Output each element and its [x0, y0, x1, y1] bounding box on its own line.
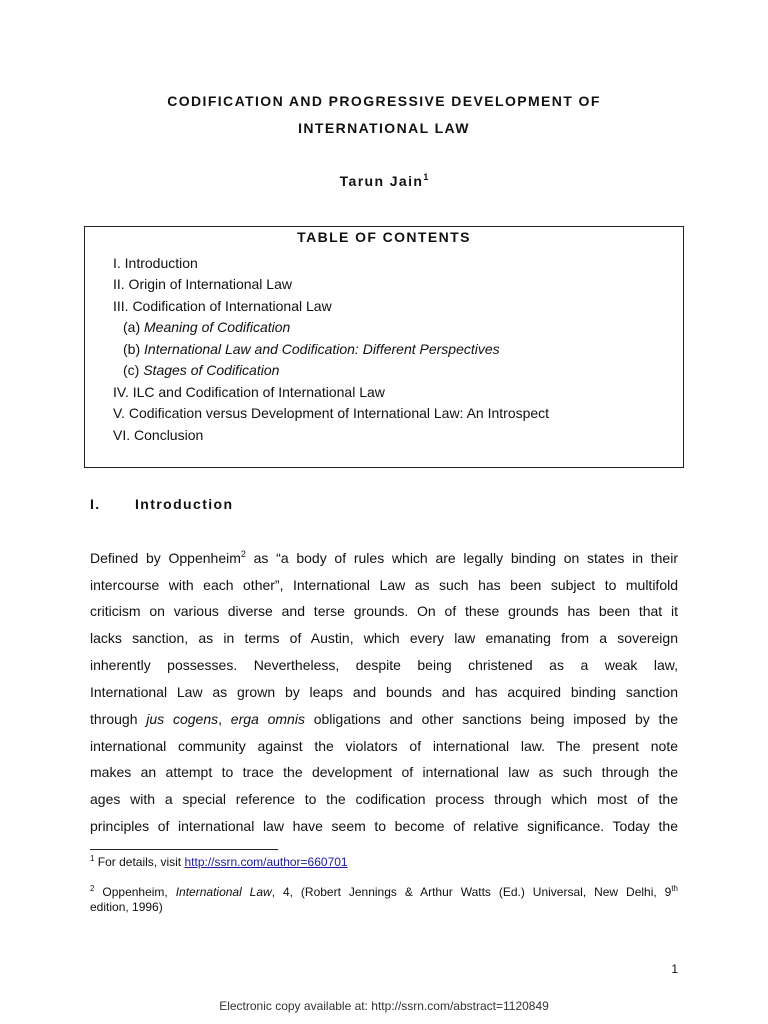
footnote-ref-2[interactable]: 2	[240, 549, 246, 559]
author-name: Tarun Jain	[339, 173, 424, 189]
footnote-2-line-2: edition, 1996)	[90, 900, 163, 914]
author-line	[0, 173, 768, 189]
body-line-9: makes an attempt to trace the development of international law as such through the	[90, 764, 678, 780]
body-line-8: international community against the violators of international law. The present note	[90, 738, 678, 754]
toc-heading: TABLE OF CONTENTS	[297, 229, 471, 245]
footnote-2-line-1: $^2$ Oppenheim, International Law, 4, (Robert Jennings & Arthur Watts (Ed.) Universal, New Delhi, 9th	[90, 884, 678, 899]
table-of-contents-box	[84, 226, 684, 468]
section-number: I.	[90, 496, 101, 512]
toc-subitem-perspectives[interactable]: (b) International Law and Codification: Different Perspectives	[123, 341, 500, 357]
footnote-separator	[90, 849, 278, 850]
section-heading	[90, 496, 233, 512]
toc-item-origin[interactable]: II. Origin of International Law	[113, 276, 292, 292]
body-line-7: through jus cogens, erga omnis obligations and other sanctions being imposed by the	[90, 711, 679, 727]
body-line-10: ages with a special reference to the codification process through which most of the	[90, 791, 678, 807]
toc-item-introduction[interactable]: I. Introduction	[113, 255, 198, 271]
body-line-11: principles of international law have seem to become of relative significance. Today the	[90, 818, 678, 834]
toc-subitem-stages[interactable]: (c) Stages of Codification	[123, 362, 280, 378]
paper-title-line-2: INTERNATIONAL LAW	[298, 120, 470, 136]
body-line-1: Defined by Oppenheim$^2$ as “a body of rules which are legally binding on states in their	[90, 549, 678, 566]
electronic-copy-notice: Electronic copy available at: http://ssrn.com/abstract=1120849	[219, 999, 549, 1013]
body-line-5: inherently possesses. Nevertheless, despite being christened as a weak law,	[90, 657, 678, 673]
footnote-2	[90, 885, 678, 915]
toc-item-ilc[interactable]: IV. ILC and Codification of International Law	[113, 384, 385, 400]
author-footnote-mark[interactable]: 1	[423, 172, 429, 182]
body-line-2: intercourse with each other”, International Law as such has been subject to multifold	[90, 577, 678, 593]
body-line-6: International Law as grown by leaps and bounds and has acquired binding sanction	[90, 684, 678, 700]
author-profile-link[interactable]: http://ssrn.com/author=660701	[184, 855, 348, 869]
paper-title-line-1: CODIFICATION AND PROGRESSIVE DEVELOPMENT OF	[167, 93, 601, 109]
footnote-1: $^1$ For details, visit http://ssrn.com/author=660701	[90, 854, 348, 869]
toc-item-conclusion[interactable]: VI. Conclusion	[113, 427, 204, 443]
page-number: 1	[671, 962, 678, 976]
section-title: Introduction	[135, 496, 234, 512]
toc-item-codification[interactable]: III. Codification of International Law	[113, 298, 332, 314]
body-line-4: lacks sanction, as in terms of Austin, which every law emanating from a sovereign	[90, 630, 678, 646]
toc-item-codification-vs-development[interactable]: V. Codification versus Development of International Law: An Introspect	[113, 405, 550, 421]
toc-subitem-meaning[interactable]: (a) Meaning of Codification	[123, 319, 291, 335]
body-line-3: criticism on various diverse and terse grounds. On of these grounds has been that it	[90, 603, 678, 619]
